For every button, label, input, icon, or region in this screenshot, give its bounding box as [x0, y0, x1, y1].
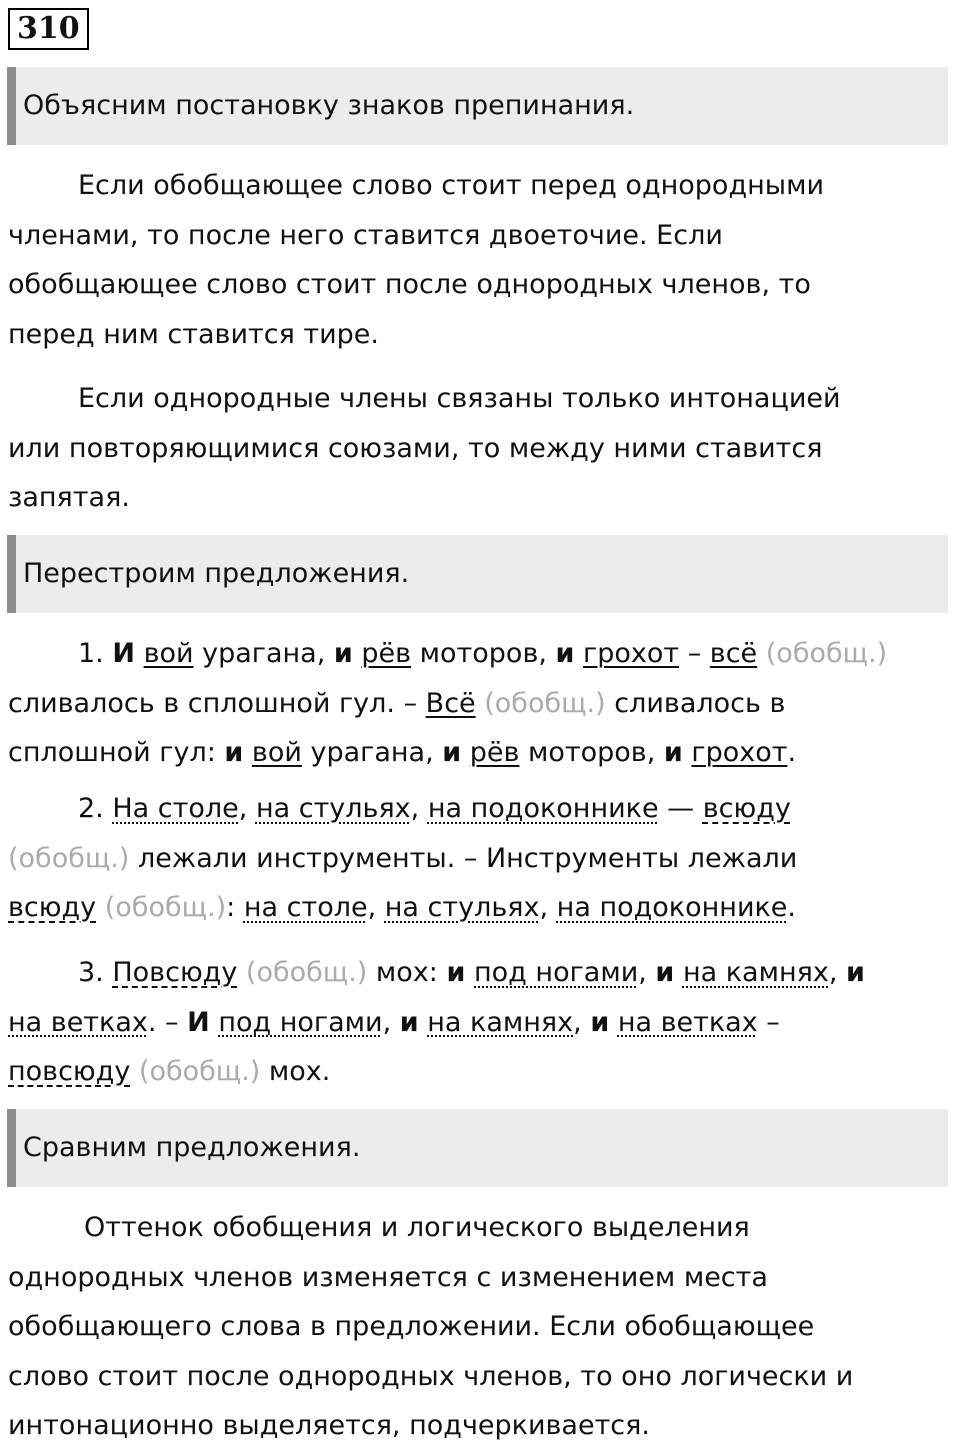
text-line: однородных членов изменяется с изменением места — [8, 1261, 768, 1293]
generalizing-mark: (обобщ.) — [484, 687, 606, 719]
conjunction: и — [555, 638, 575, 669]
generalizing-word: всюду — [8, 892, 97, 923]
conjunction: и — [446, 957, 466, 988]
homogeneous-member: грохот — [691, 737, 788, 768]
text: лежали инструменты. – Инструменты лежали — [129, 842, 798, 874]
homogeneous-member: на подоконнике — [556, 892, 788, 923]
conjunction: и — [333, 638, 353, 669]
generalizing-word: Всё — [425, 687, 476, 719]
generalizing-mark: (обобщ.) — [245, 957, 368, 988]
text: урагана, — [301, 737, 443, 768]
example-number: 2. — [78, 793, 104, 824]
text: сливалось в сплошной гул. – — [8, 687, 426, 719]
text: : — [226, 892, 244, 923]
text-line: интонационно выделяется, подчеркивается. — [8, 1410, 650, 1441]
conjunction: и — [224, 737, 244, 768]
conjunction: и — [590, 1006, 610, 1038]
rule-paragraph-2 — [8, 374, 954, 523]
text: моторов, — [519, 737, 664, 768]
homogeneous-member: вой — [251, 737, 302, 768]
text: сплошной гул: — [8, 737, 225, 768]
homogeneous-member: под ногами — [218, 1006, 383, 1038]
homogeneous-member: под ногами — [474, 957, 639, 988]
section-heading-explain: Объясним постановку знаков препинания. — [7, 67, 948, 145]
text-line: запятая. — [8, 482, 130, 513]
conjunction: и — [442, 737, 462, 768]
conjunction: и — [655, 957, 675, 988]
example-number: 3. — [78, 957, 104, 988]
example-3: 3. Повсюду (обобщ.) мох: и под ногами, и на камнях, и на ветках. – И под ногами, и на камнях, и на ветках – повсюду (обобщ.) мох. — [8, 957, 865, 1087]
text: мох: — [367, 957, 447, 988]
homogeneous-member: рёв — [469, 737, 520, 768]
section-heading-compare: Сравним предложения. — [7, 1109, 948, 1187]
homogeneous-member: на подоконнике — [427, 793, 659, 824]
generalizing-word: повсюду — [8, 1056, 131, 1087]
text-line: обобщающего слова в предложении. Если обобщающее — [8, 1311, 815, 1342]
text-line: Если обобщающее слово стоит перед однородными — [78, 170, 824, 201]
conjunction: и — [399, 1006, 419, 1038]
example-1: 1. И вой урагана, и рёв моторов, и грохот – всё (обобщ.) сливалось в сплошной гул. – Всё (обобщ.) сливалось в сплошной гул: и вой урагана, и рёв моторов, и грохот. — [8, 638, 888, 768]
homogeneous-member: на столе — [243, 892, 368, 923]
conjunction: и — [663, 737, 683, 768]
homogeneous-member: на стульях — [255, 793, 411, 824]
generalizing-mark: (обобщ.) — [8, 842, 130, 874]
generalizing-mark: (обобщ.) — [138, 1056, 261, 1087]
homogeneous-member: на ветках — [8, 1006, 148, 1038]
text-line: обобщающее слово стоит после однородных членов, то — [8, 269, 811, 300]
text: – — [757, 1006, 780, 1038]
homogeneous-member: на камнях — [427, 1006, 574, 1038]
section-heading-rebuild: Перестроим предложения. — [7, 535, 948, 613]
conclusion-paragraph — [8, 1203, 954, 1451]
text: — — [658, 793, 703, 824]
text: моторов, — [411, 638, 556, 669]
homogeneous-member: на ветках — [617, 1006, 758, 1038]
text: мох. — [260, 1056, 331, 1087]
text: . – — [147, 1006, 188, 1038]
generalizing-mark: (обобщ.) — [765, 638, 888, 669]
text-line: или повторяющимися союзами, то между ними ставится — [8, 432, 823, 464]
text: сливалось в — [605, 687, 786, 719]
text-line: Если однородные члены связаны только интонацией — [78, 383, 841, 414]
text-line: перед ним ставится тире. — [8, 318, 379, 350]
generalizing-word: всюду — [702, 793, 791, 824]
text: – — [679, 638, 710, 669]
conjunction: И — [112, 638, 135, 669]
task-number: 310 — [8, 8, 89, 50]
text-line: членами, то после него ставится двоеточие. Если — [8, 219, 723, 251]
example-number: 1. — [78, 638, 104, 669]
generalizing-word: всё — [709, 638, 758, 669]
homogeneous-member: на стульях — [384, 892, 540, 923]
text-line: Оттенок обобщения и логического выделения — [84, 1212, 750, 1243]
rule-paragraph-1 — [8, 161, 954, 359]
homogeneous-member: На столе — [112, 793, 239, 824]
example-2: 2. На столе, на стульях, на подоконнике — всюду (обобщ.) лежали инструменты. – Инструменты лежали всюду (обобщ.): на столе, на стульях, на подоконнике. — [8, 793, 798, 923]
generalizing-mark: (обобщ.) — [104, 892, 227, 923]
conjunction: и — [846, 957, 865, 988]
text: урагана, — [193, 638, 334, 669]
conjunction: И — [187, 1006, 210, 1038]
generalizing-word: Повсюду — [112, 957, 238, 988]
homogeneous-member: грохот — [583, 638, 680, 669]
homogeneous-member: рёв — [361, 638, 412, 669]
homogeneous-member: вой — [143, 638, 194, 669]
homogeneous-member: на камнях — [682, 957, 829, 988]
text-line: слово стоит после однородных членов, то оно логически и — [8, 1360, 854, 1392]
